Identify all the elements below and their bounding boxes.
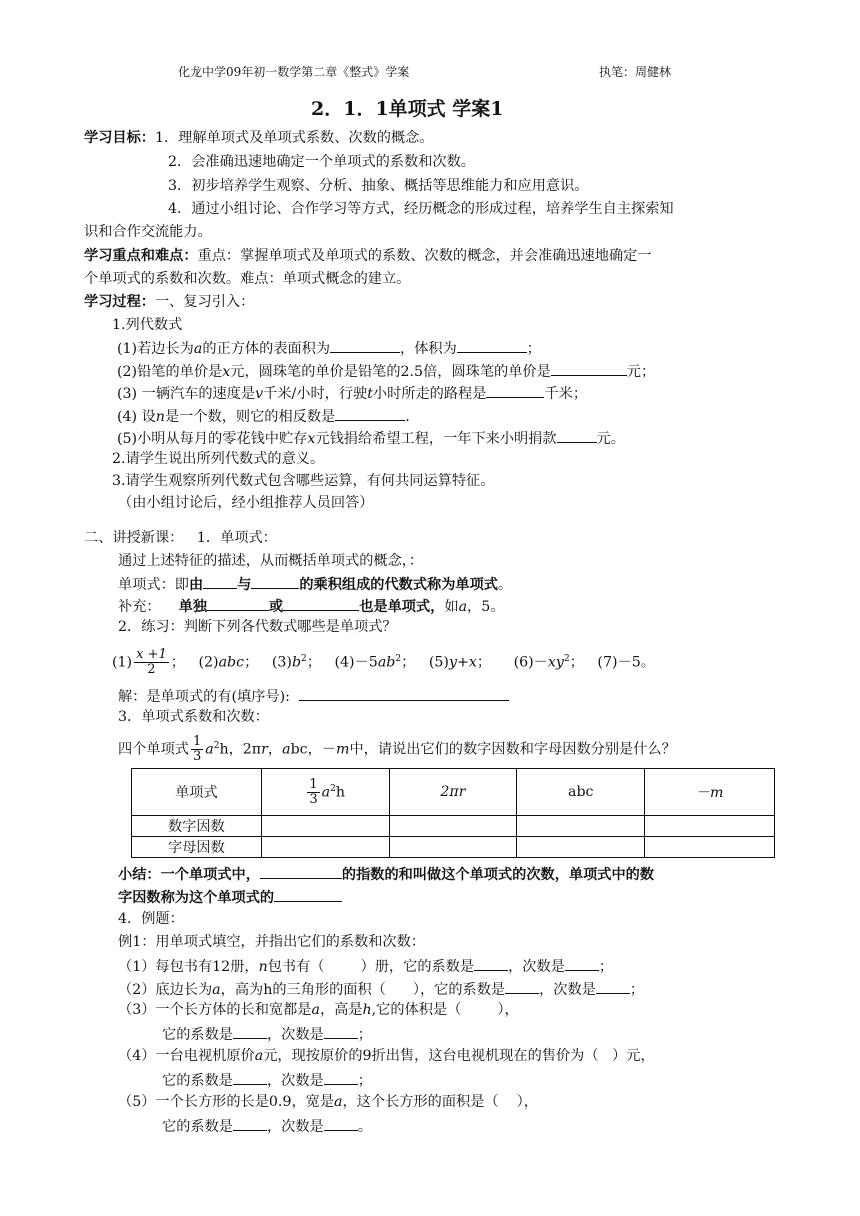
review-q4: (4) 设n是一个数，则它的相反数是 . [117, 405, 410, 427]
review-q1: (1)若边长为a的正方体的表面积为 ，体积为 ； [117, 337, 541, 359]
example-3: （3）一个长方体的长和宽都是a，高是h,它的体积是（ ）， [118, 1002, 519, 1018]
goal-line-4: 4．通过小组讨论、合作学习等方式，经历概念的形成过程，培养学生自主探索知 [168, 201, 674, 217]
goal-line-3: 3．初步培养学生观察、分析、抽象、概括等思维能力和应用意识。 [168, 178, 589, 194]
definition-line: 单项式：即由 与 的乘积组成的代数式称为单项式。 [118, 573, 512, 595]
review-p3: 3.请学生观察所列代数式包含哪些运算，有何共同运算特征。 [112, 473, 495, 489]
table-header-monomial: 单项式 [132, 769, 262, 816]
example-5: （5）一个长方形的长是0.9，宽是a，这个长方形的面积是（ ）， [118, 1094, 538, 1110]
table-cell[interactable] [645, 837, 775, 858]
table-row [132, 837, 775, 858]
monomial-table [131, 768, 775, 858]
review-p4: （由小组讨论后，经小组推荐人员回答） [118, 495, 374, 511]
example-1: （1）每包书有12册，n包书有（ ）册，它的系数是 ，次数是 ； [118, 955, 613, 977]
goal-line-1: 学习目标：1．理解单项式及单项式系数、次数的概念。 [84, 130, 434, 146]
table-header-neg-m: －m [645, 769, 775, 816]
review-q5: (5)小明从每月的零花钱中贮存x元钱捐给希望工程，一年下来小明捐款 元。 [117, 427, 625, 449]
header-right: 执笔：周健林 [599, 65, 672, 79]
review-heading: 1.列代数式 [112, 317, 183, 333]
key-line-1: 学习重点和难点：重点：掌握单项式及单项式的系数、次数的概念，并会准确迅速地确定一 [84, 248, 652, 264]
example-2: （2）底边长为a，高为h的三角形的面积（ ），它的系数是 ，次数是 ； [118, 978, 644, 1000]
summary-line-1: 小结：一个单项式中， 的指数的和叫做这个单项式的次数，单项式中的数 [118, 863, 654, 885]
key-line-2: 个单项式的系数和次数。难点：单项式概念的建立。 [84, 271, 411, 287]
table-cell[interactable] [645, 816, 775, 837]
supplement-line: 补充： 单独 或 也是单项式，如a，5。 [118, 595, 504, 617]
table-header-row [132, 769, 775, 816]
table-cell[interactable] [261, 837, 389, 858]
table-cell[interactable] [261, 816, 389, 837]
page-title: 2．1．1单项式 学案1 [311, 98, 504, 120]
teach-line-1: 通过上述特征的描述，从而概括单项式的概念，： [118, 553, 424, 569]
example-3-coef: 它的系数是 ，次数是 ； [162, 1023, 372, 1045]
example-4: （4）一台电视机原价a元，现按原价的9折出售，这台电视机现在的售价为（ ）元， [118, 1048, 655, 1064]
example-4-coef: 它的系数是 ，次数是 ； [162, 1069, 372, 1091]
examples-heading: 4．例题： [118, 911, 184, 927]
table-row [132, 816, 775, 837]
coef-degree-heading: 3．单项式系数和次数： [118, 709, 269, 725]
exercise-heading: 2．练习：判断下列各代数式哪些是单项式？ [118, 619, 397, 635]
table-header-2pir: 2πr [389, 769, 517, 816]
review-q3: (3) 一辆汽车的速度是v千米/小时，行驶t小时所走的路程是 千米； [117, 382, 587, 404]
four-monomials-line: 四个单项式 $\frac{1}{3}$ $a^2h$，2πr，abc，－m中，请说出它们的数字因数和字母因数分别是什么？ [118, 734, 676, 765]
answer-line: 解：是单项式的有(填序号): [118, 685, 509, 707]
table-row-label-number-factor: 数字因数 [132, 816, 262, 837]
teach-heading: 二、讲授新课： 1．单项式： [84, 530, 277, 546]
table-cell[interactable] [517, 816, 645, 837]
header-left: 化龙中学09年初一数学第二章《整式》学案 [178, 65, 410, 79]
table-row-label-letter-factor: 字母因数 [132, 837, 262, 858]
goal-line-5: 识和合作交流能力。 [84, 224, 212, 240]
exercise-items: (1) $\frac{x +1}{2}$ ； (2)abc； $(3)b^2$； $(4)-5ab^2$； (5)y+x； $(6)-xy^2$； (7)－5。 [112, 647, 655, 678]
table-cell[interactable] [517, 837, 645, 858]
review-p2: 2.请学生说出所列代数式的意义。 [112, 451, 325, 467]
summary-line-2: 字因数称为这个单项式的 [118, 886, 342, 908]
table-cell[interactable] [389, 837, 517, 858]
example-5-coef: 它的系数是 ，次数是 。 [162, 1115, 372, 1137]
review-q2: (2)铅笔的单价是x元，圆珠笔的单价是铅笔的2.5倍，圆珠笔的单价是 元； [117, 360, 655, 382]
table-header-third-a2h: $\frac{1}{3}$ $a^2h$ [261, 769, 389, 816]
process-heading: 学习过程：一、复习引入： [84, 294, 255, 310]
examples-intro: 例1：用单项式填空，并指出它们的系数和次数： [118, 934, 425, 950]
goal-line-2: 2．会准确迅速地确定一个单项式的系数和次数。 [168, 154, 475, 170]
table-cell[interactable] [389, 816, 517, 837]
table-header-abc: abc [517, 769, 645, 816]
